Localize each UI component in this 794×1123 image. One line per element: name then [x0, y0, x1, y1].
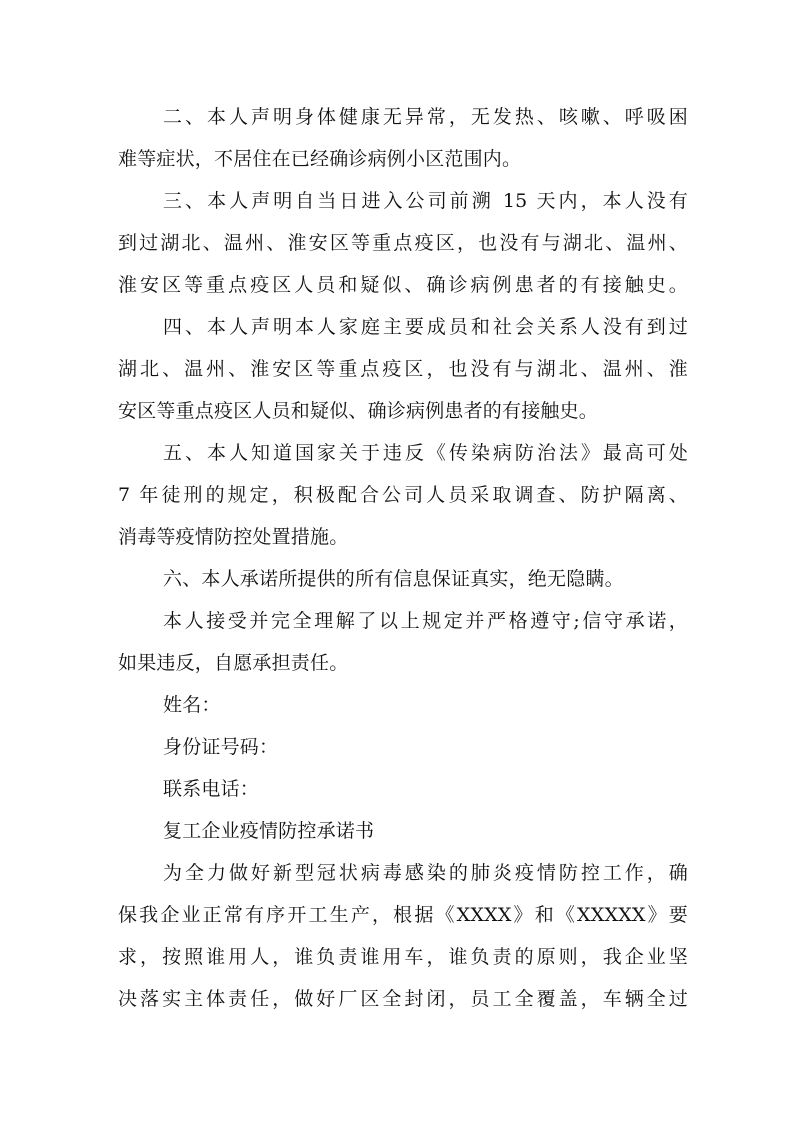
paragraph-line: 求，按照谁用人，谁负责谁用车，谁负责的原则，我企业坚 — [118, 946, 688, 968]
paragraph-line: 到过湖北、温州、淮安区等重点疫区，也没有与湖北、温州、 — [118, 232, 688, 254]
paragraph-line: 安区等重点疫区人员和疑似、确诊病例患者的有接触史。 — [118, 400, 599, 422]
paragraph-line: 难等症状，不居住在已经确诊病例小区范围内。 — [118, 148, 522, 170]
paragraph-line: 本人接受并完全理解了以上规定并严格遵守;信守承诺， — [163, 610, 688, 632]
paragraph-line: 消毒等疫情防控处置措施。 — [118, 526, 349, 548]
name-field-label: 姓名： — [163, 694, 221, 716]
paragraph-line: 五、本人知道国家关于违反《传染病防治法》最高可处 — [163, 442, 688, 464]
paragraph-line: 六、本人承诺所提供的所有信息保证真实，绝无隐瞒。 — [163, 568, 624, 590]
paragraph-line: 四、本人声明本人家庭主要成员和社会关系人没有到过 — [163, 316, 688, 338]
paragraph-line: 三、本人声明自当日进入公司前溯 15 天内，本人没有 — [163, 190, 688, 212]
paragraph-line: 湖北、温州、淮安区等重点疫区，也没有与湖北、温州、淮 — [118, 358, 688, 380]
id-number-field-label: 身份证号码： — [163, 736, 279, 758]
paragraph-line: 决落实主体责任，做好厂区全封闭，员工全覆盖，车辆全过 — [118, 988, 688, 1010]
phone-field-label: 联系电话： — [163, 778, 260, 800]
section-title: 复工企业疫情防控承诺书 — [163, 820, 375, 842]
paragraph-line: 如果违反，自愿承担责任。 — [118, 652, 349, 674]
paragraph-line: 二、本人声明身体健康无异常，无发热、咳嗽、呼吸困 — [163, 106, 688, 128]
paragraph-line: 为全力做好新型冠状病毒感染的肺炎疫情防控工作，确 — [163, 862, 688, 884]
paragraph-line: 保我企业正常有序开工生产，根据《XXXX》和《XXXXX》要 — [118, 904, 688, 926]
paragraph-line: 7 年徒刑的规定，积极配合公司人员采取调查、防护隔离、 — [118, 484, 688, 506]
paragraph-line: 淮安区等重点疫区人员和疑似、确诊病例患者的有接触史。 — [118, 274, 688, 296]
